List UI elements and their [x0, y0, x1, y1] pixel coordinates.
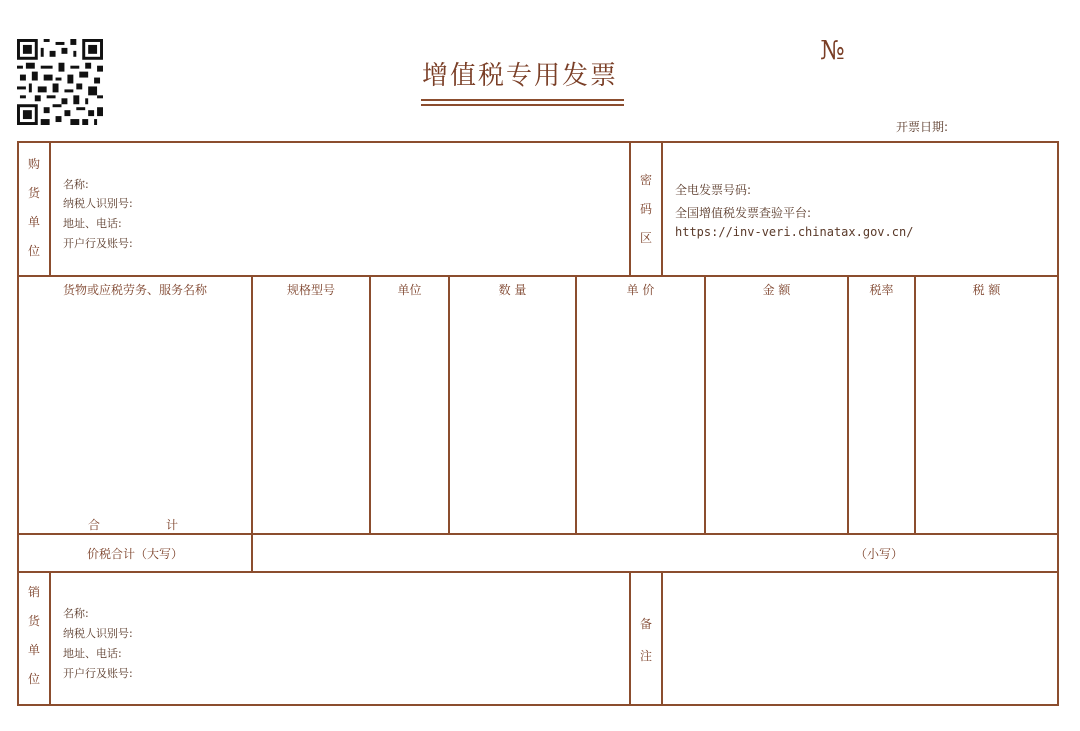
invoice-title: 增值税专用发票	[421, 61, 618, 91]
row-divider-total	[17, 571, 1059, 573]
col-divider-1	[251, 275, 253, 573]
seller-bank-field: 开户行及账号:	[63, 667, 133, 680]
table-right-border	[1057, 141, 1059, 706]
col-divider-7	[914, 275, 916, 535]
buyer-side-label: 购 货 单 位	[27, 157, 40, 258]
col-divider-6	[847, 275, 849, 535]
password-zone-side-label: 密 码 区	[639, 173, 652, 245]
password-label-divider	[661, 141, 663, 277]
buyer-bank-field: 开户行及账号:	[63, 237, 133, 250]
header-unit-price: 单 价	[626, 283, 655, 297]
seller-address-field: 地址、电话:	[63, 647, 122, 660]
col-divider-5	[704, 275, 706, 535]
table-top-border	[17, 141, 1059, 143]
title-underline-2	[421, 104, 624, 106]
verification-url[interactable]: https://inv-veri.chinatax.gov.cn/	[675, 225, 914, 239]
header-goods-name: 货物或应税劳务、服务名称	[62, 283, 207, 297]
invoice-number-mark: №	[820, 36, 845, 66]
buyer-taxid-field: 纳税人识别号:	[63, 197, 133, 210]
total-label-ji: 计	[166, 518, 179, 532]
verification-platform-label: 全国增值税发票查验平台:	[675, 206, 812, 220]
seller-name-field: 名称:	[63, 607, 89, 620]
table-bottom-border	[17, 704, 1059, 706]
seller-side-label: 销 货 单 位	[27, 585, 40, 686]
remarks-side-label: 备 注	[639, 617, 652, 663]
total-label-he: 合	[88, 518, 101, 532]
invoice-date-label: 开票日期:	[896, 120, 949, 134]
header-tax-rate: 税率	[869, 283, 894, 297]
title-underline-1	[421, 99, 624, 101]
seller-taxid-field: 纳税人识别号:	[63, 627, 133, 640]
row-divider-items	[17, 533, 1059, 535]
buyer-name-field: 名称:	[63, 178, 89, 191]
col-divider-4	[575, 275, 577, 535]
seller-label-divider	[49, 571, 51, 706]
header-tax-amount: 税 额	[972, 283, 1001, 297]
price-tax-total-label: 价税合计（大写）	[86, 547, 183, 561]
remarks-label-divider	[661, 571, 663, 706]
e-invoice-number-label: 全电发票号码:	[675, 183, 752, 197]
buyer-address-field: 地址、电话:	[63, 217, 122, 230]
col-divider-3	[448, 275, 450, 535]
header-unit: 单位	[397, 283, 422, 297]
row-divider-buyer	[17, 275, 1059, 277]
price-tax-small-label: （小写）	[855, 547, 904, 561]
buyer-label-divider	[49, 141, 51, 277]
header-quantity: 数 量	[498, 283, 527, 297]
header-amount: 金 额	[762, 283, 791, 297]
col-divider-2	[369, 275, 371, 535]
header-spec-model: 规格型号	[286, 283, 335, 297]
